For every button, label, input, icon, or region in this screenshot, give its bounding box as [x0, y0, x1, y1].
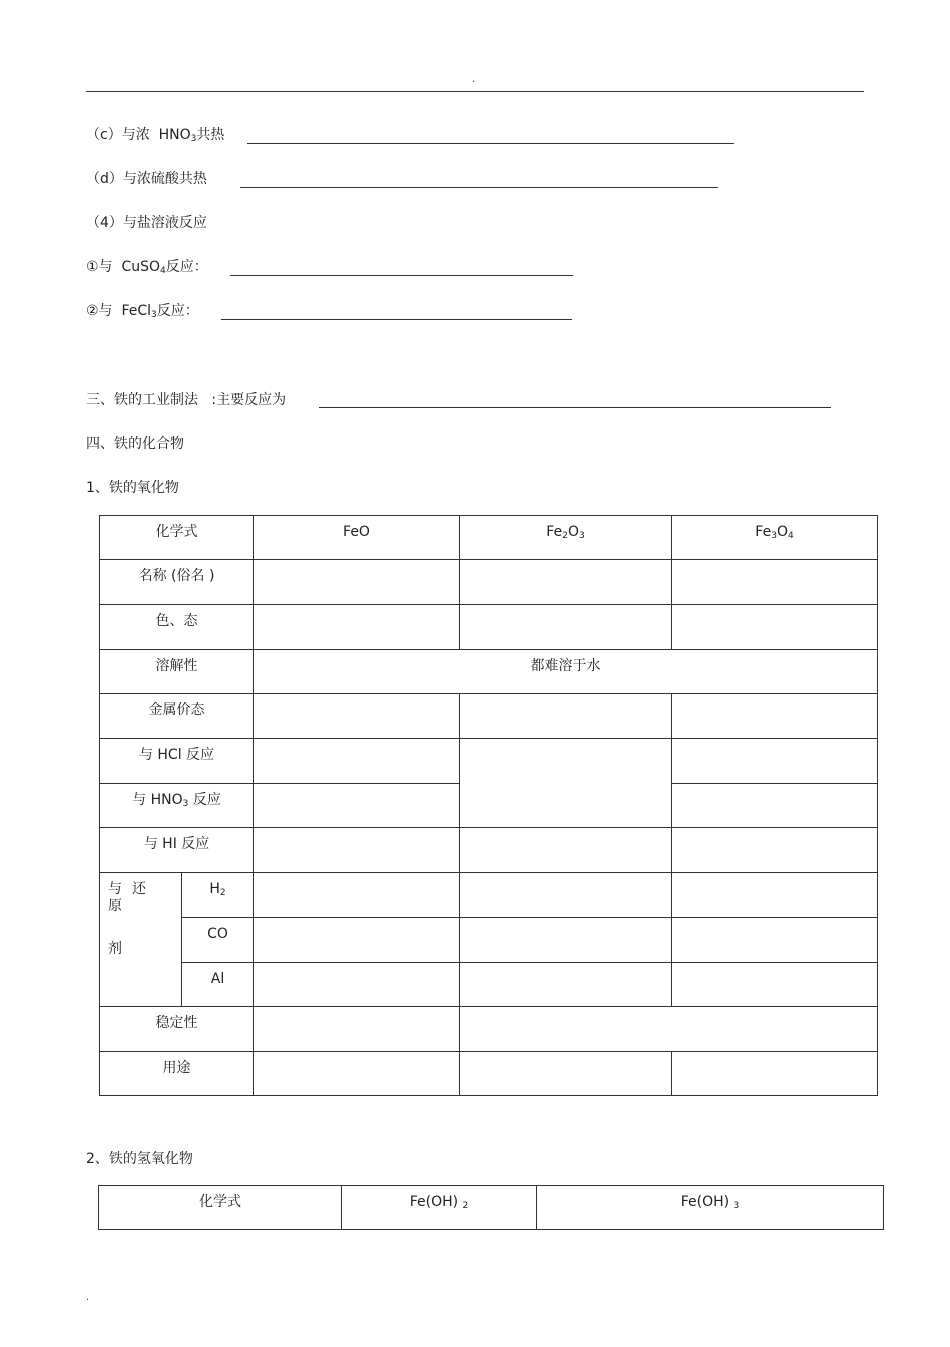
cell-hi-fe2o3[interactable]	[460, 828, 672, 873]
cell-name-fe2o3[interactable]	[460, 560, 672, 605]
cell-use-fe3o4[interactable]	[672, 1052, 878, 1096]
cell-acid-fe2o3[interactable]	[460, 739, 672, 828]
cell-use-feo[interactable]	[254, 1052, 460, 1096]
cell-hno3-feo[interactable]	[254, 784, 460, 828]
hydroxide-header-formula: 化学式	[99, 1186, 342, 1230]
line-c	[86, 124, 224, 144]
section-4: 四、铁的化合物	[86, 436, 184, 452]
oxide-header-fe2o3: $Fe_2O_3$	[460, 516, 672, 560]
blank-cuso4[interactable]	[230, 275, 573, 276]
oxide-row-name: 名称 (俗名 )	[100, 560, 254, 605]
blank-d[interactable]	[240, 187, 718, 188]
line-fecl3-suffix: 反应：	[156, 303, 199, 319]
blank-sec3[interactable]	[319, 407, 831, 408]
cell-stability-feo[interactable]	[254, 1007, 460, 1052]
blank-c[interactable]	[247, 143, 734, 144]
hydroxide-table	[98, 1185, 884, 1230]
line-c-formula: HNO	[158, 127, 191, 143]
line-d: （d）与浓硫酸共热	[86, 171, 207, 187]
cell-co-fe3o4[interactable]	[672, 918, 878, 963]
cell-valence-fe2o3[interactable]	[460, 694, 672, 739]
line-cuso4-formula: CuSO	[121, 259, 161, 275]
section-3-title: 三、铁的工业制法	[86, 392, 198, 408]
cell-valence-feo[interactable]	[254, 694, 460, 739]
oxide-row-color: 色、态	[100, 605, 254, 650]
reductant-h2: $H_2$	[182, 873, 254, 918]
cell-color-fe3o4[interactable]	[672, 605, 878, 650]
line-cuso4	[86, 256, 208, 276]
cell-hi-feo[interactable]	[254, 828, 460, 873]
cell-name-fe3o4[interactable]	[672, 560, 878, 605]
reductant-co: CO	[182, 918, 254, 963]
cell-use-fe2o3[interactable]	[460, 1052, 672, 1096]
oxide-row-valence: 金属价态	[100, 694, 254, 739]
oxide-header-feo: FeO	[254, 516, 460, 560]
cell-al-fe2o3[interactable]	[460, 963, 672, 1007]
oxide-table	[99, 515, 878, 1096]
reductant-al: Al	[182, 963, 254, 1007]
cell-color-fe2o3[interactable]	[460, 605, 672, 650]
cell-stability-others[interactable]	[460, 1007, 878, 1052]
line-cuso4-sub: 4	[160, 266, 166, 276]
section-3	[86, 389, 286, 409]
line-cuso4-prefix: ①与	[86, 259, 113, 275]
line-c-sub: 3	[190, 134, 197, 144]
cell-hi-fe3o4[interactable]	[672, 828, 878, 873]
line-fecl3-prefix: ②与	[86, 303, 113, 319]
cell-valence-fe3o4[interactable]	[672, 694, 878, 739]
cell-al-fe3o4[interactable]	[672, 963, 878, 1007]
line-c-prefix: （c）与浓	[86, 127, 150, 143]
line-fecl3-sub: 3	[151, 310, 157, 320]
cell-h2-fe2o3[interactable]	[460, 873, 672, 918]
cell-h2-feo[interactable]	[254, 873, 460, 918]
blank-fecl3[interactable]	[221, 319, 572, 320]
oxide-row-hno3: 与 $HNO_3$ 反应	[100, 784, 254, 828]
oxide-row-use: 用途	[100, 1052, 254, 1096]
oxide-row-hcl: 与 HCl 反应	[100, 739, 254, 784]
cell-co-fe2o3[interactable]	[460, 918, 672, 963]
header-dot: .	[472, 74, 476, 85]
line-4: （4）与盐溶液反应	[86, 215, 207, 231]
footer-dot: .	[86, 1292, 90, 1303]
subsection-1: 1、铁的氧化物	[86, 480, 179, 496]
cell-color-feo[interactable]	[254, 605, 460, 650]
cell-co-feo[interactable]	[254, 918, 460, 963]
cell-hcl-feo[interactable]	[254, 739, 460, 784]
oxide-header-fe3o4: $Fe_3O_4$	[672, 516, 878, 560]
cell-name-feo[interactable]	[254, 560, 460, 605]
line-cuso4-suffix: 反应：	[165, 259, 208, 275]
line-fecl3-formula: FeCl	[121, 303, 152, 319]
line-fecl3	[86, 300, 199, 320]
header-rule	[86, 91, 864, 92]
cell-h2-fe3o4[interactable]	[672, 873, 878, 918]
line-c-suffix: 共热	[196, 127, 225, 143]
reductant-label-b: 剂	[108, 940, 122, 957]
cell-hcl-fe3o4[interactable]	[672, 739, 878, 784]
subsection-2: 2、铁的氢氧化物	[86, 1151, 193, 1167]
section-3-label: :主要反应为	[211, 392, 287, 408]
hydroxide-header-feoh3: Fe(OH) $_3$	[537, 1186, 884, 1230]
cell-solubility: 都难溶于水	[254, 650, 878, 694]
oxide-row-reductant	[100, 873, 182, 1007]
hydroxide-header-feoh2: Fe(OH) $_2$	[342, 1186, 537, 1230]
reductant-label-a: 与还原	[108, 881, 156, 914]
cell-al-feo[interactable]	[254, 963, 460, 1007]
oxide-row-solubility: 溶解性	[100, 650, 254, 694]
cell-hno3-fe3o4[interactable]	[672, 784, 878, 828]
oxide-row-stability: 稳定性	[100, 1007, 254, 1052]
oxide-header-formula: 化学式	[100, 516, 254, 560]
oxide-row-hi: 与 HI 反应	[100, 828, 254, 873]
